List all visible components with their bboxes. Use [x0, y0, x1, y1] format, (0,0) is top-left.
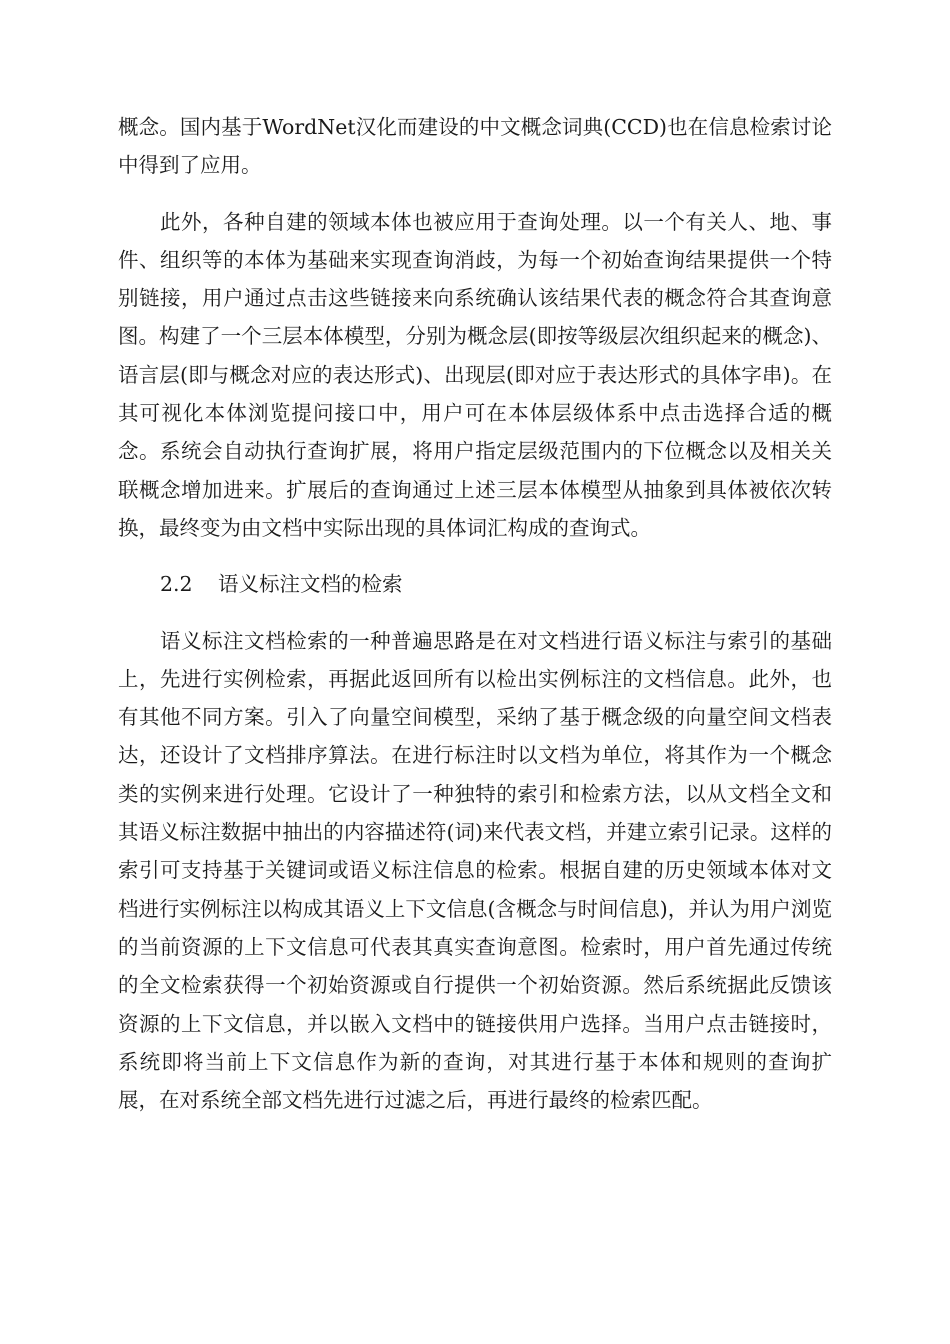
section-title: 语义标注文档的检索: [218, 572, 403, 597]
document-body: [118, 108, 832, 1119]
section-heading: [118, 565, 832, 603]
paragraph-domain-ontology: 此外，各种自建的领域本体也被应用于查询处理。以一个有关人、地、事件、组织等的本体为基础来实现查询消歧，为每一个初始查询结果提供一个特别链接，用户通过点击这些链接来向系统确认该结果代表的概念符合其查询意图。构建了一个三层本体模型，分别为概念层(即按等级层次组织起来的概念)、语言层(即与概念对应的表达形式)、出现层(即对应于表达形式的具体字串)。在其可视化本体浏览提问接口中，用户可在本体层级体系中点击选择合适的概念。系统会自动执行查询扩展，将用户指定层级范围内的下位概念以及相关关联概念增加进来。扩展后的查询通过上述三层本体模型从抽象到具体被依次转换，最终变为由文档中实际出现的具体词汇构成的查询式。: [118, 209, 832, 540]
paragraph-semantic-annotation-retrieval: 语义标注文档检索的一种普遍思路是在对文档进行语义标注与索引的基础上，先进行实例检索，再据此返回所有以检出实例标注的文档信息。此外，也有其他不同方案。引入了向量空间模型，采纳了基于概念级的向量空间文档表达，还设计了文档排序算法。在进行标注时以文档为单位，将其作为一个概念类的实例来进行处理。它设计了一种独特的索引和检索方法，以从文档全文和其语义标注数据中抽出的内容描述符(词)来代表文档，并建立索引记录。这样的索引可支持基于关键词或语义标注信息的检索。根据自建的历史领域本体对文档进行实例标注以构成其语义上下文信息(含概念与时间信息)，并认为用户浏览的当前资源的上下文信息可代表其真实查询意图。检索时，用户首先通过传统的全文检索获得一个初始资源或自行提供一个初始资源。然后系统据此反馈该资源的上下文信息，并以嵌入文档中的链接供用户选择。当用户点击链接时，系统即将当前上下文信息作为新的查询，对其进行基于本体和规则的查询扩展，在对系统全部文档先进行过滤之后，再进行最终的检索匹配。: [118, 628, 832, 1113]
paragraph-continuation: 概念。国内基于WordNet汉化而建设的中文概念词典(CCD)也在信息检索讨论中得到了应用。: [118, 115, 832, 178]
section-number: 2.2: [160, 572, 193, 597]
